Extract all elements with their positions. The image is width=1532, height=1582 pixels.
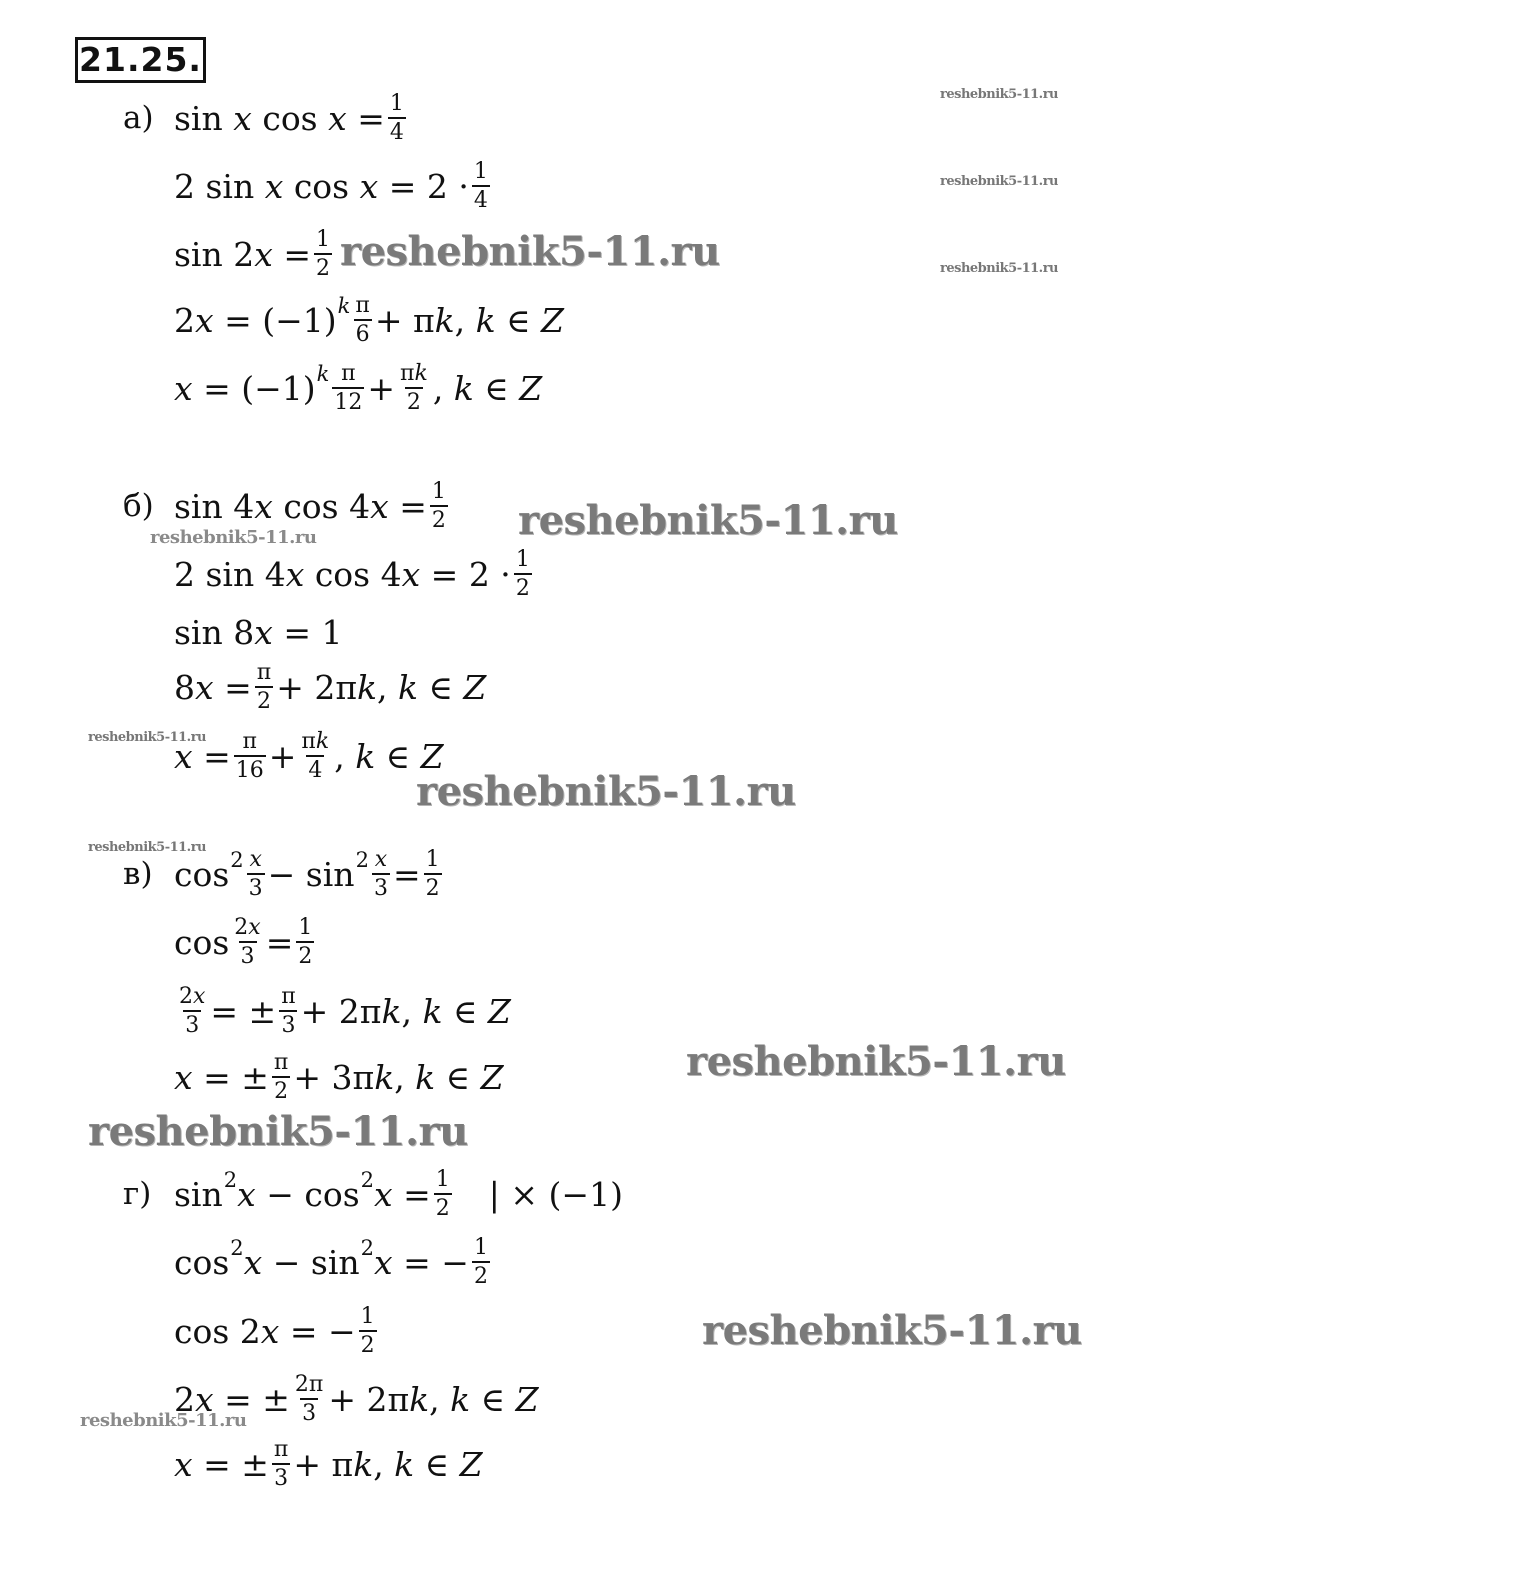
- fraction: $\frac{1}{4}$: [389, 90, 404, 145]
- equation-line: 𝑥 = (−1) 𝑘 $\frac{\pi}{12}$ + $\frac{\text{π𝑘}}{2}$ , 𝑘 ∈ 𝑍: [174, 360, 543, 415]
- watermark: reshebnik5-11.ru: [80, 1410, 247, 1431]
- fraction: $\frac{1}{2}$: [315, 226, 330, 281]
- fraction: $\frac{1}{2}$: [473, 1234, 488, 1289]
- part-label-g: г): [123, 1176, 152, 1212]
- watermark: reshebnik5-11.ru: [340, 228, 720, 275]
- watermark: reshebnik5-11.ru: [88, 730, 207, 745]
- part-label-v: в): [123, 856, 153, 892]
- watermark: reshebnik5-11.ru: [940, 87, 1059, 102]
- fraction: $\frac{\pi}{3}$: [281, 983, 296, 1038]
- equation-line: 𝑥 = ± $\frac{\pi}{3}$ + π𝑘, 𝑘 ∈ 𝑍: [174, 1436, 483, 1491]
- watermark: reshebnik5-11.ru: [940, 174, 1059, 189]
- equation-line: sin 𝑥 cos 𝑥 = $\frac{1}{4}$: [174, 90, 404, 145]
- equation-line: sin 2 𝑥 − cos 2 𝑥 = $\frac{1}{2}$ | × (−1): [174, 1166, 623, 1221]
- watermark: reshebnik5-11.ru: [150, 527, 317, 548]
- equation-line: $\frac{\text{2𝑥}}{3}$ = ± $\frac{\pi}{3}$ + 2π𝑘, 𝑘 ∈ 𝑍: [179, 983, 511, 1038]
- equation-line: sin 8𝑥 = 1: [174, 612, 343, 652]
- fraction: $\frac{\text{π𝑘}}{2}$: [400, 360, 428, 415]
- fraction: $\frac{\text{π𝑘}}{4}$: [301, 728, 330, 783]
- fraction: $\frac{\pi}{12}$: [334, 360, 363, 415]
- fraction: $\frac{\pi}{2}$: [256, 659, 272, 714]
- fraction: $\frac{\text{2𝑥}}{3}$: [179, 983, 206, 1038]
- equation-line: 2𝑥 = (−1) 𝑘 $\frac{\pi}{6}$ + π𝑘, 𝑘 ∈ 𝑍: [174, 292, 564, 347]
- fraction: $\frac{1}{2}$: [435, 1166, 450, 1221]
- equation-line: sin 4𝑥 cos 4𝑥 = $\frac{1}{2}$: [174, 478, 446, 533]
- watermark: reshebnik5-11.ru: [702, 1307, 1082, 1354]
- part-label-a: а): [123, 100, 154, 136]
- watermark: reshebnik5-11.ru: [940, 261, 1059, 276]
- equation-line: 2 sin 𝑥 cos 𝑥 = 2 · $\frac{1}{4}$: [174, 158, 488, 213]
- equation-line: cos 2 𝑥 − sin 2 𝑥 = − $\frac{1}{2}$: [174, 1234, 488, 1289]
- watermark: reshebnik5-11.ru: [88, 840, 207, 855]
- equation-line: 8𝑥 = $\frac{\pi}{2}$ + 2π𝑘, 𝑘 ∈ 𝑍: [174, 659, 487, 714]
- fraction: $\frac{1}{2}$: [360, 1303, 375, 1358]
- equation-line: 2𝑥 = ± $\frac{2\pi}{3}$ + 2π𝑘, 𝑘 ∈ 𝑍: [174, 1371, 539, 1426]
- part-label-b: б): [123, 488, 154, 524]
- watermark: reshebnik5-11.ru: [686, 1038, 1066, 1085]
- watermark: reshebnik5-11.ru: [88, 1108, 468, 1155]
- fraction: $\frac{1}{2}$: [425, 846, 440, 901]
- fraction: $\frac{1}{4}$: [473, 158, 488, 213]
- problem-number: 21.25.: [75, 37, 206, 83]
- equation-line: sin 2𝑥 = $\frac{1}{2}$: [174, 226, 330, 281]
- equation-line: 2 sin 4𝑥 cos 4𝑥 = 2 · $\frac{1}{2}$: [174, 546, 530, 601]
- fraction: $\frac{1}{2}$: [431, 478, 446, 533]
- fraction: $\frac{\pi}{16}$: [235, 728, 264, 783]
- fraction: $\frac{2\pi}{3}$: [294, 1371, 324, 1426]
- fraction: $\frac{\pi}{2}$: [273, 1049, 289, 1104]
- equation-line: cos $\frac{\text{2𝑥}}{3}$ = $\frac{1}{2}$: [174, 914, 313, 969]
- fraction: $\frac{\pi}{6}$: [355, 292, 370, 347]
- fraction: $\frac{\text{2𝑥}}{3}$: [234, 914, 261, 969]
- equation-line: cos 2𝑥 = − $\frac{1}{2}$: [174, 1303, 375, 1358]
- fraction: $\frac{1}{2}$: [298, 914, 313, 969]
- watermark: reshebnik5-11.ru: [416, 768, 796, 815]
- fraction: $\frac{1}{2}$: [515, 546, 530, 601]
- equation-line: cos 2 $\frac{\text{𝑥}}{3}$ − sin 2 $\frac{\text{𝑥}}{3}$ = $\frac{1}{2}$: [174, 846, 440, 901]
- fraction: $\frac{\text{𝑥}}{3}$: [373, 846, 388, 901]
- fraction: $\frac{\pi}{3}$: [273, 1436, 289, 1491]
- equation-line: 𝑥 = ± $\frac{\pi}{2}$ + 3π𝑘, 𝑘 ∈ 𝑍: [174, 1049, 504, 1104]
- fraction: $\frac{\text{𝑥}}{3}$: [248, 846, 263, 901]
- equation-line: 𝑥 = $\frac{\pi}{16}$ + $\frac{\text{π𝑘}}{4}$ , 𝑘 ∈ 𝑍: [174, 728, 444, 783]
- watermark: reshebnik5-11.ru: [518, 497, 898, 544]
